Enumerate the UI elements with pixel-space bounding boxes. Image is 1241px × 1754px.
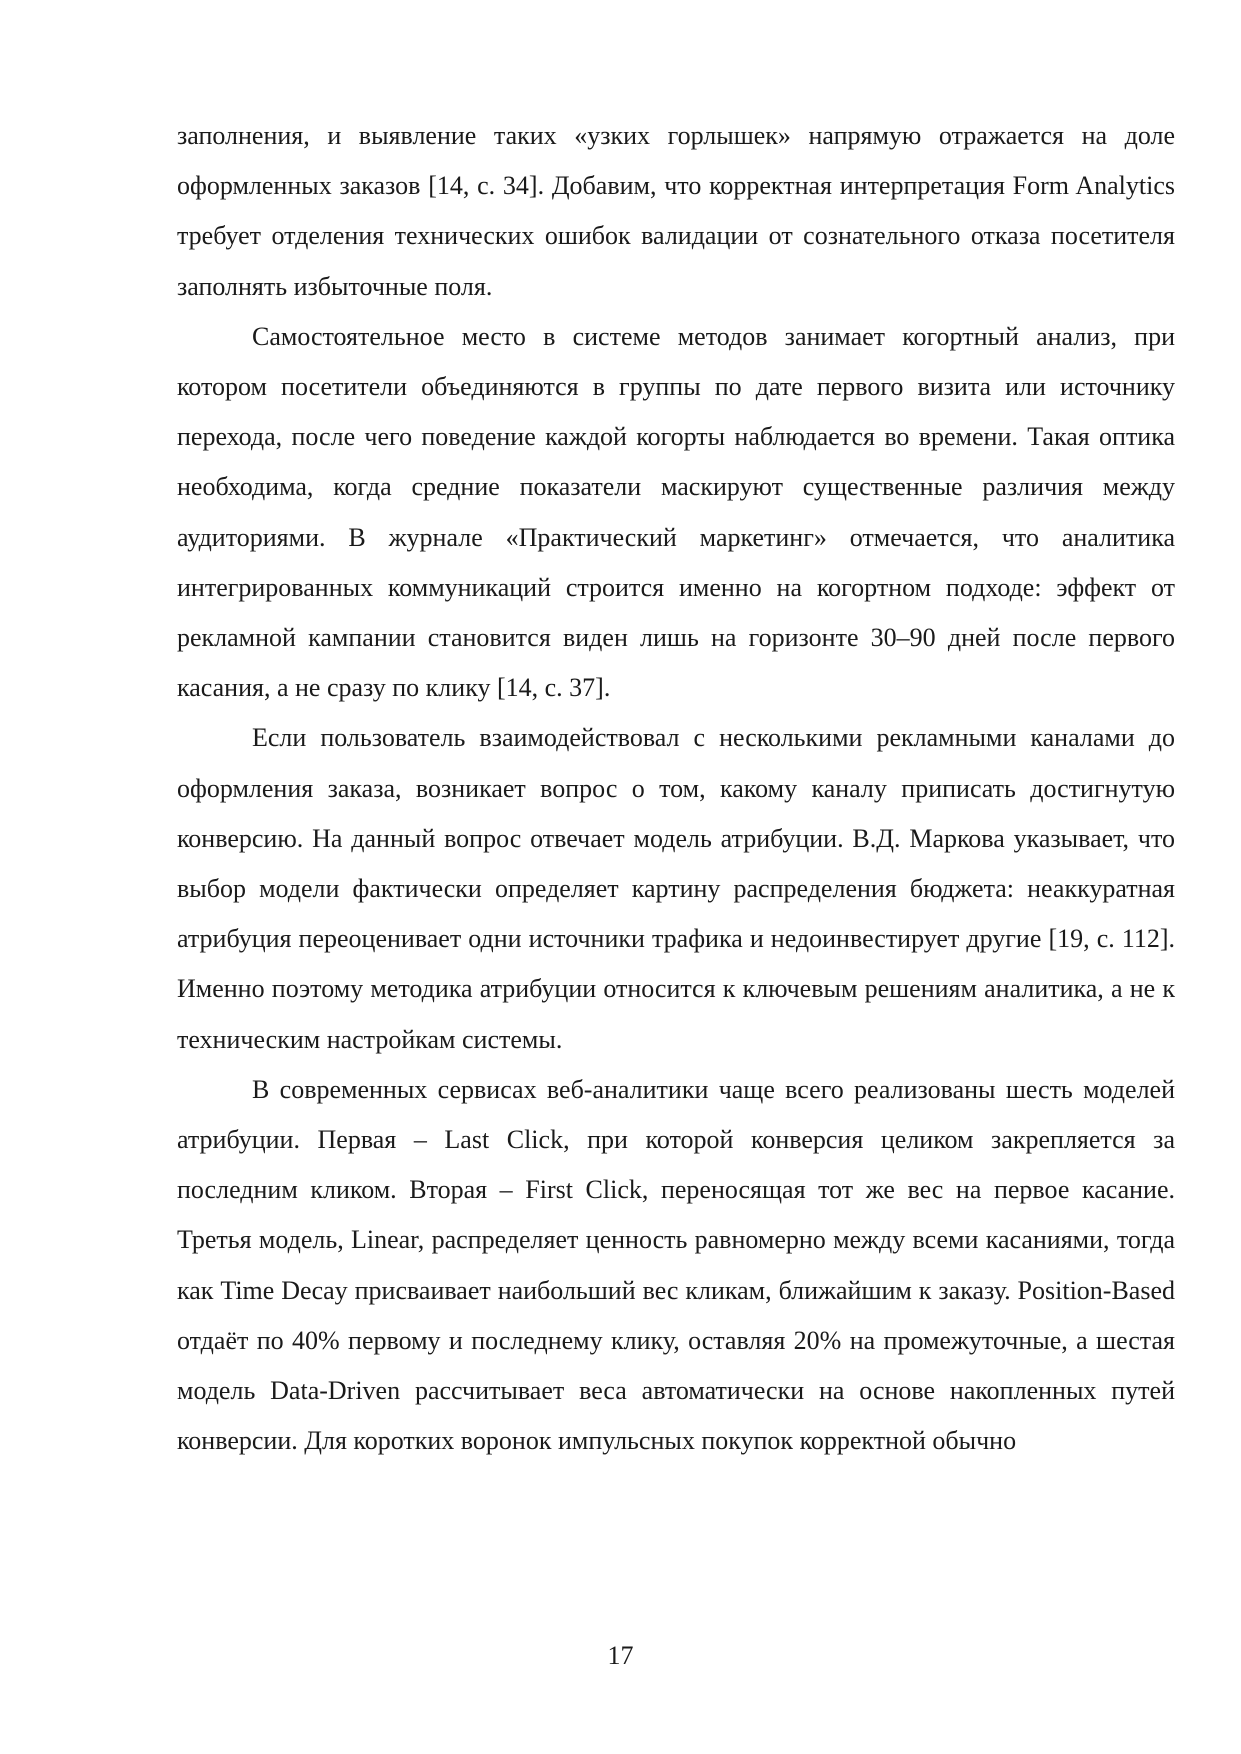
page-body-text [177,111,1175,1466]
paragraph-form-analytics: заполнения, и выявление таких «узких горлышек» напрямую отражается на доле оформленных заказов [14, с. 34]. Добавим, что корректная интерпретация Form Analytics требует отделения технических ошибок валидации от сознательного отказа посетителя заполнять избыточные поля. [177,121,1175,301]
paragraph-cohort-analysis: Самостоятельное место в системе методов занимает когортный анализ, при котором посетители объединяются в группы по дате первого визита или источнику перехода, после чего поведение каждой когорты наблюдается во времени. Такая оптика необходима, когда средние показатели маскируют существенные различия между аудиториями. В журнале «Практический маркетинг» отмечается, что аналитика интегрированных коммуникаций строится именно на когортном подходе: эффект от рекламной кампании становится виден лишь на горизонте 30–90 дней после первого касания, а не сразу по клику [14, с. 37]. [177,321,1175,703]
paragraph-attribution-model: Если пользователь взаимодействовал с несколькими рекламными каналами до оформления заказа, возникает вопрос о том, какому каналу приписать достигнутую конверсию. На данный вопрос отвечает модель атрибуции. В.Д. Маркова указывает, что выбор модели фактически определяет картину распределения бюджета: неаккуратная атрибуция переоценивает одни источники трафика и недоинвестирует другие [19, с. 112]. Именно поэтому методика атрибуции относится к ключевым решениям аналитика, а не к техническим настройкам системы. [177,723,1175,1054]
paragraph-attribution-types: В современных сервисах веб-аналитики чаще всего реализованы шесть моделей атрибуции. Первая – Last Click, при которой конверсия целиком закрепляется за последним кликом. Вторая – First Click, переносящая тот же вес на первое касание. Третья модель, Linear, распределяет ценность равномерно между всеми касаниями, тогда как Time Decay присваивает наибольший вес кликам, ближайшим к заказу. Position-Based отдаёт по 40% первому и последнему клику, оставляя 20% на промежуточные, а шестая модель Data-Driven рассчитывает веса автоматически на основе накопленных путей конверсии. Для коротких воронок импульсных покупок корректной обычно [177,1074,1175,1456]
page-number: 17 [607,1641,634,1670]
